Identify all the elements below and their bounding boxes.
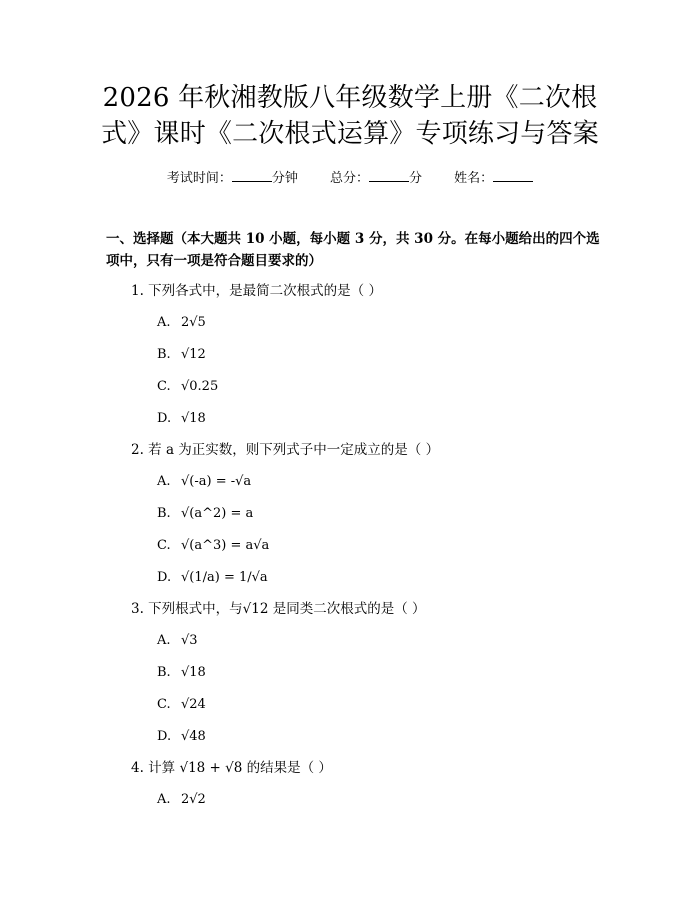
question-1-option-c bbox=[157, 378, 218, 396]
question-4-option-a bbox=[157, 791, 206, 809]
option-text: 2√2 bbox=[181, 792, 206, 807]
option-text: √24 bbox=[181, 697, 206, 712]
option-text: √0.25 bbox=[181, 379, 219, 394]
option-label: B. bbox=[157, 665, 171, 680]
question-3-option-c bbox=[157, 696, 206, 714]
question-1: 1. 下列各式中，是最简二次根式的是（ ） bbox=[131, 283, 382, 299]
question-3-option-d bbox=[157, 728, 206, 746]
option-text: √(a^2) = a bbox=[181, 506, 254, 521]
exam-meta bbox=[0, 169, 700, 188]
question-1-option-b bbox=[157, 346, 206, 364]
question-2-option-d bbox=[157, 569, 268, 587]
name-blank bbox=[493, 169, 533, 182]
question-4: 4. 计算 √18 + √8 的结果是（ ） bbox=[131, 760, 332, 776]
score-blank bbox=[369, 169, 409, 182]
option-text: √(a^3) = a√a bbox=[181, 538, 270, 553]
option-text: 2√5 bbox=[181, 315, 206, 330]
page-title bbox=[60, 80, 640, 152]
option-text: √18 bbox=[181, 665, 206, 680]
time-unit: 分钟 bbox=[271, 171, 298, 186]
option-label: A. bbox=[157, 315, 171, 330]
score-unit: 分 bbox=[409, 171, 423, 186]
time-label: 考试时间： bbox=[166, 171, 232, 186]
question-2: 2. 若 a 为正实数，则下列式子中一定成立的是（ ） bbox=[131, 442, 440, 458]
title-line-1: 2026 年秋湘教版八年级数学上册《二次根 bbox=[102, 83, 598, 113]
option-label: C. bbox=[157, 697, 171, 712]
question-1-option-a bbox=[157, 314, 206, 332]
option-text: √(1/a) = 1/√a bbox=[181, 570, 268, 585]
question-3-option-b bbox=[157, 664, 206, 682]
option-label: C. bbox=[157, 379, 171, 394]
option-label: C. bbox=[157, 538, 171, 553]
option-label: D. bbox=[157, 411, 172, 426]
option-text: √48 bbox=[181, 729, 206, 744]
question-2-option-b bbox=[157, 505, 253, 523]
option-label: A. bbox=[157, 792, 171, 807]
option-text: √(-a) = -√a bbox=[181, 474, 252, 489]
name-label: 姓名： bbox=[454, 171, 494, 186]
student-name bbox=[454, 169, 533, 188]
section-heading: 一、选择题（本大题共 10 小题，每小题 3 分，共 30 分。在每小题给出的四个选项中，只有一项是符合题目要求的） bbox=[106, 231, 600, 269]
option-label: B. bbox=[157, 506, 171, 521]
option-label: B. bbox=[157, 347, 171, 362]
question-2-option-c bbox=[157, 537, 269, 555]
option-label: D. bbox=[157, 729, 172, 744]
question-1-option-d bbox=[157, 410, 206, 428]
option-text: √18 bbox=[181, 411, 206, 426]
option-label: A. bbox=[157, 474, 171, 489]
total-score bbox=[330, 169, 422, 188]
option-label: A. bbox=[157, 633, 171, 648]
score-label: 总分： bbox=[329, 171, 369, 186]
question-3-option-a bbox=[157, 632, 198, 650]
question-3: 3. 下列根式中，与√12 是同类二次根式的是（ ） bbox=[131, 601, 426, 617]
option-text: √3 bbox=[181, 633, 198, 648]
option-label: D. bbox=[157, 570, 172, 585]
exam-time bbox=[167, 169, 298, 188]
option-text: √12 bbox=[181, 347, 206, 362]
question-2-option-a bbox=[157, 473, 251, 491]
title-line-2: 式》课时《二次根式运算》专项练习与答案 bbox=[101, 119, 599, 149]
time-blank bbox=[232, 169, 272, 182]
